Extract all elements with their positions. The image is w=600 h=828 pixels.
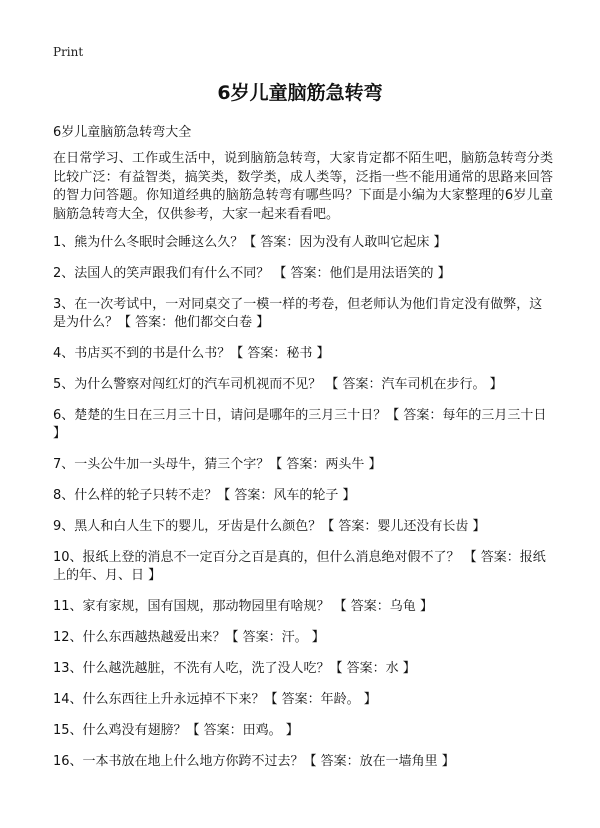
- riddle-item-9: 9、黑人和白人生下的婴儿，牙齿是什么颜色？【 答案：婴儿还没有长齿 】: [53, 519, 486, 534]
- riddle-item-16: 16、一本书放在地上什么地方你跨不过去？【 答案：放在一墙角里 】: [53, 754, 455, 769]
- print-link[interactable]: Print: [53, 45, 84, 59]
- riddle-item-11: 11、家有家规，国有国规，那动物园里有啥规？ 【 答案：乌龟 】: [53, 599, 433, 614]
- riddle-item-13: 13、什么越洗越脏，不洗有人吃，洗了没人吃？【 答案：水 】: [53, 661, 416, 676]
- riddle-list: [53, 234, 553, 771]
- riddle-item-14: 14、什么东西往上升永远掉不下来？【 答案：年龄。 】: [53, 692, 377, 707]
- page-title: 6岁儿童脑筋急转弯: [217, 82, 383, 104]
- riddle-item-3: 3、在一次考试中，一对同桌交了一模一样的考卷，但老师认为他们肯定没有做弊，这是为什么？【 答案：他们都交白卷 】: [53, 297, 543, 330]
- riddle-item-4: 4、书店买不到的书是什么书？【 答案：秘书 】: [53, 346, 330, 361]
- riddle-item-2: 2、法国人的笑声跟我们有什么不同？ 【 答案：他们是用法语笑的 】: [53, 266, 451, 281]
- riddle-item-8: 8、什么样的轮子只转不走？【 答案：风车的轮子 】: [53, 488, 356, 503]
- document-subtitle: 6岁儿童脑筋急转弯大全: [53, 125, 192, 140]
- riddle-item-1: 1、熊为什么冬眠时会睡这么久？【 答案：因为没有人敢叫它起床 】: [53, 235, 447, 250]
- riddle-item-7: 7、一头公牛加一头母牛，猜三个字？【 答案：两头牛 】: [53, 457, 382, 472]
- riddle-item-15: 15、什么鸡没有翅膀？【 答案：田鸡。 】: [53, 723, 299, 738]
- riddle-item-5: 5、为什么警察对闯红灯的汽车司机视而不见？ 【 答案：汽车司机在步行。 】: [53, 377, 503, 392]
- riddle-item-12: 12、什么东西越热越爱出来？【 答案：汗。 】: [53, 630, 325, 645]
- riddle-item-10: 10、报纸上登的消息不一定百分之百是真的，但什么消息绝对假不了？ 【 答案：报纸上的年、月、日 】: [53, 550, 546, 583]
- intro-paragraph: 在日常学习、工作或生活中，说到脑筋急转弯，大家肯定都不陌生吧，脑筋急转弯分类比较广泛：有益智类，搞笑类，数学类，成人类等，泛指一些不能用通常的思路来回答的智力问答题。你知道经典的脑筋急转弯有哪些吗？下面是小编为大家整理的6岁儿童脑筋急转弯大全，仅供参考，大家一起来看看吧。: [53, 151, 553, 222]
- riddle-item-6: 6、楚楚的生日在三月三十日，请问是哪年的三月三十日？【 答案：每年的三月三十日 】: [53, 408, 547, 441]
